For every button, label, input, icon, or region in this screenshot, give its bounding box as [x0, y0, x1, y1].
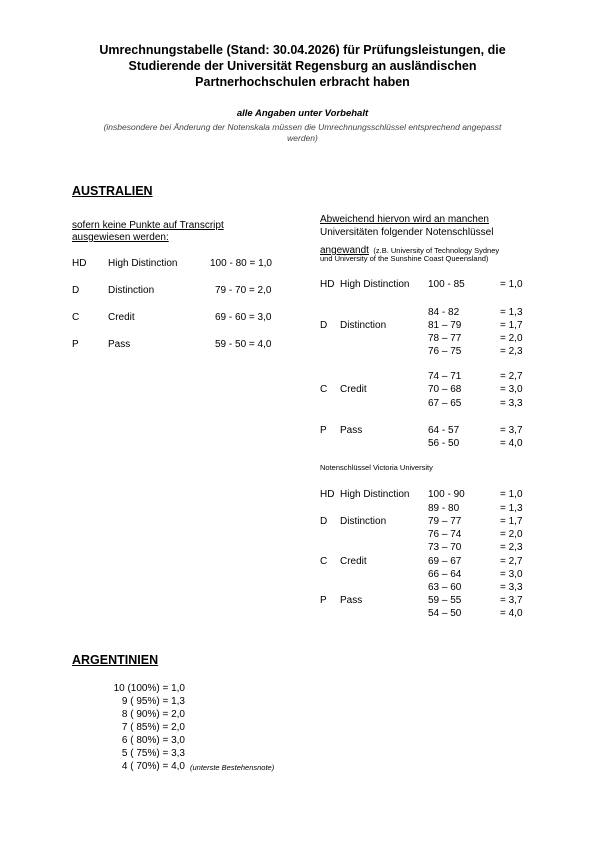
list-item: 7 ( 85%) = 2,0: [121, 722, 185, 733]
german-grade: = 2,7: [500, 556, 523, 567]
grade-code: C: [320, 556, 328, 567]
grade-code: HD: [320, 279, 335, 290]
german-grade: = 2,3: [500, 346, 523, 357]
grade-code: D: [72, 285, 80, 296]
grade-name: Credit: [108, 312, 135, 323]
german-grade: = 1,7: [500, 320, 523, 331]
grade-name: Credit: [340, 556, 367, 567]
right-intro-main: angewandt: [320, 245, 369, 256]
german-grade: = 2,0: [500, 333, 523, 344]
left-intro-line-1: sofern keine Punkte auf Transcript: [72, 220, 224, 231]
german-grade: = 1,7: [500, 516, 523, 527]
grade-range: 79 - 70 = 2,0: [215, 285, 272, 296]
section-heading-argentina: ARGENTINIEN: [72, 653, 159, 667]
german-grade: = 1,3: [500, 307, 523, 318]
german-grade: = 3,3: [500, 398, 523, 409]
grade-range: 84 - 82: [428, 307, 460, 318]
list-item: 4 ( 70%) = 4,0: [121, 761, 185, 772]
grade-range: 100 - 90: [428, 489, 465, 500]
grade-code: C: [320, 384, 328, 395]
disclaimer-line-1: (insbesondere bei Änderung der Notenskala müssen die Umrechnungsschlüssel entsprechend angepasst: [103, 122, 502, 132]
grade-range: 54 – 50: [428, 608, 462, 619]
german-grade: = 3,0: [500, 569, 523, 580]
list-item: 5 ( 75%) = 3,3: [121, 748, 185, 759]
page-title-line-3: Partnerhochschulen erbracht haben: [195, 75, 410, 89]
right-intro-line-2: Universitäten folgender Notenschlüssel: [320, 227, 494, 238]
grade-range: 89 - 80: [428, 503, 460, 514]
grade-name: Pass: [340, 425, 363, 436]
grade-range: 81 – 79: [428, 320, 462, 331]
grade-code: P: [72, 339, 79, 350]
german-grade: = 4,0: [500, 438, 523, 449]
grade-code: D: [320, 320, 328, 331]
grade-range: 59 - 50 = 4,0: [215, 339, 272, 350]
grade-name: Pass: [340, 595, 363, 606]
list-item: 8 ( 90%) = 2,0: [121, 709, 185, 720]
grade-note: (unterste Bestehensnote): [190, 763, 275, 772]
german-grade: = 3,3: [500, 582, 523, 593]
grade-name: High Distinction: [340, 279, 410, 290]
grade-range: 79 – 77: [428, 516, 462, 527]
grade-range: 78 – 77: [428, 333, 462, 344]
right-intro-line-1: Abweichend hiervon wird an manchen: [320, 214, 489, 225]
german-grade: = 1,0: [500, 489, 523, 500]
list-item: 9 ( 95%) = 1,3: [121, 696, 185, 707]
grade-name: Distinction: [340, 320, 387, 331]
grade-code: HD: [320, 489, 335, 500]
grade-name: Distinction: [340, 516, 387, 527]
list-item: 6 ( 80%) = 3,0: [121, 735, 185, 746]
german-grade: = 1,0: [500, 279, 523, 290]
german-grade: = 2,3: [500, 542, 523, 553]
german-grade: = 1,3: [500, 503, 523, 514]
disclaimer-line-2: werden): [287, 133, 318, 143]
subtitle: alle Angaben unter Vorbehalt: [236, 108, 369, 119]
grade-range: 70 – 68: [428, 384, 462, 395]
victoria-label: Notenschlüssel Victoria University: [320, 463, 433, 472]
page-title-line-1: Umrechnungstabelle (Stand: 30.04.2026) für Prüfungsleistungen, die: [99, 43, 506, 57]
grade-range: 73 – 70: [428, 542, 462, 553]
grade-range: 69 - 60 = 3,0: [215, 312, 272, 323]
grade-range: 76 – 75: [428, 346, 462, 357]
grade-name: High Distinction: [340, 489, 410, 500]
german-grade: = 3,0: [500, 384, 523, 395]
grade-name: Distinction: [108, 285, 155, 296]
grade-range: 59 – 55: [428, 595, 462, 606]
grade-code: HD: [72, 258, 87, 269]
grade-range: 56 - 50: [428, 438, 460, 449]
section-heading-australia: AUSTRALIEN: [72, 184, 153, 198]
right-intro-line-4: und University of the Sunshine Coast Queensland): [320, 254, 489, 263]
grade-code: P: [320, 425, 327, 436]
grade-code: P: [320, 595, 327, 606]
left-intro-line-2: ausgewiesen werden:: [72, 232, 169, 243]
right-intro-small: (z.B. University of Technology Sydney: [373, 246, 500, 255]
grade-range: 76 – 74: [428, 529, 462, 540]
grade-name: Credit: [340, 384, 367, 395]
grade-name: Pass: [108, 339, 131, 350]
grade-range: 100 - 80 = 1,0: [210, 258, 272, 269]
german-grade: = 3,7: [500, 425, 523, 436]
german-grade: = 3,7: [500, 595, 523, 606]
german-grade: = 4,0: [500, 608, 523, 619]
grade-range: 67 – 65: [428, 398, 462, 409]
german-grade: = 2,7: [500, 371, 523, 382]
grade-range: 63 – 60: [428, 582, 462, 593]
list-item: 10 (100%) = 1,0: [113, 683, 185, 694]
grade-code: D: [320, 516, 328, 527]
grade-code: C: [72, 312, 80, 323]
grade-range: 69 – 67: [428, 556, 462, 567]
grade-range: 64 - 57: [428, 425, 460, 436]
page-title-line-2: Studierende der Universität Regensburg an ausländischen: [128, 59, 477, 73]
german-grade: = 2,0: [500, 529, 523, 540]
grade-range: 100 - 85: [428, 279, 465, 290]
grade-name: High Distinction: [108, 258, 178, 269]
grade-range: 74 – 71: [428, 371, 462, 382]
grade-range: 66 – 64: [428, 569, 462, 580]
